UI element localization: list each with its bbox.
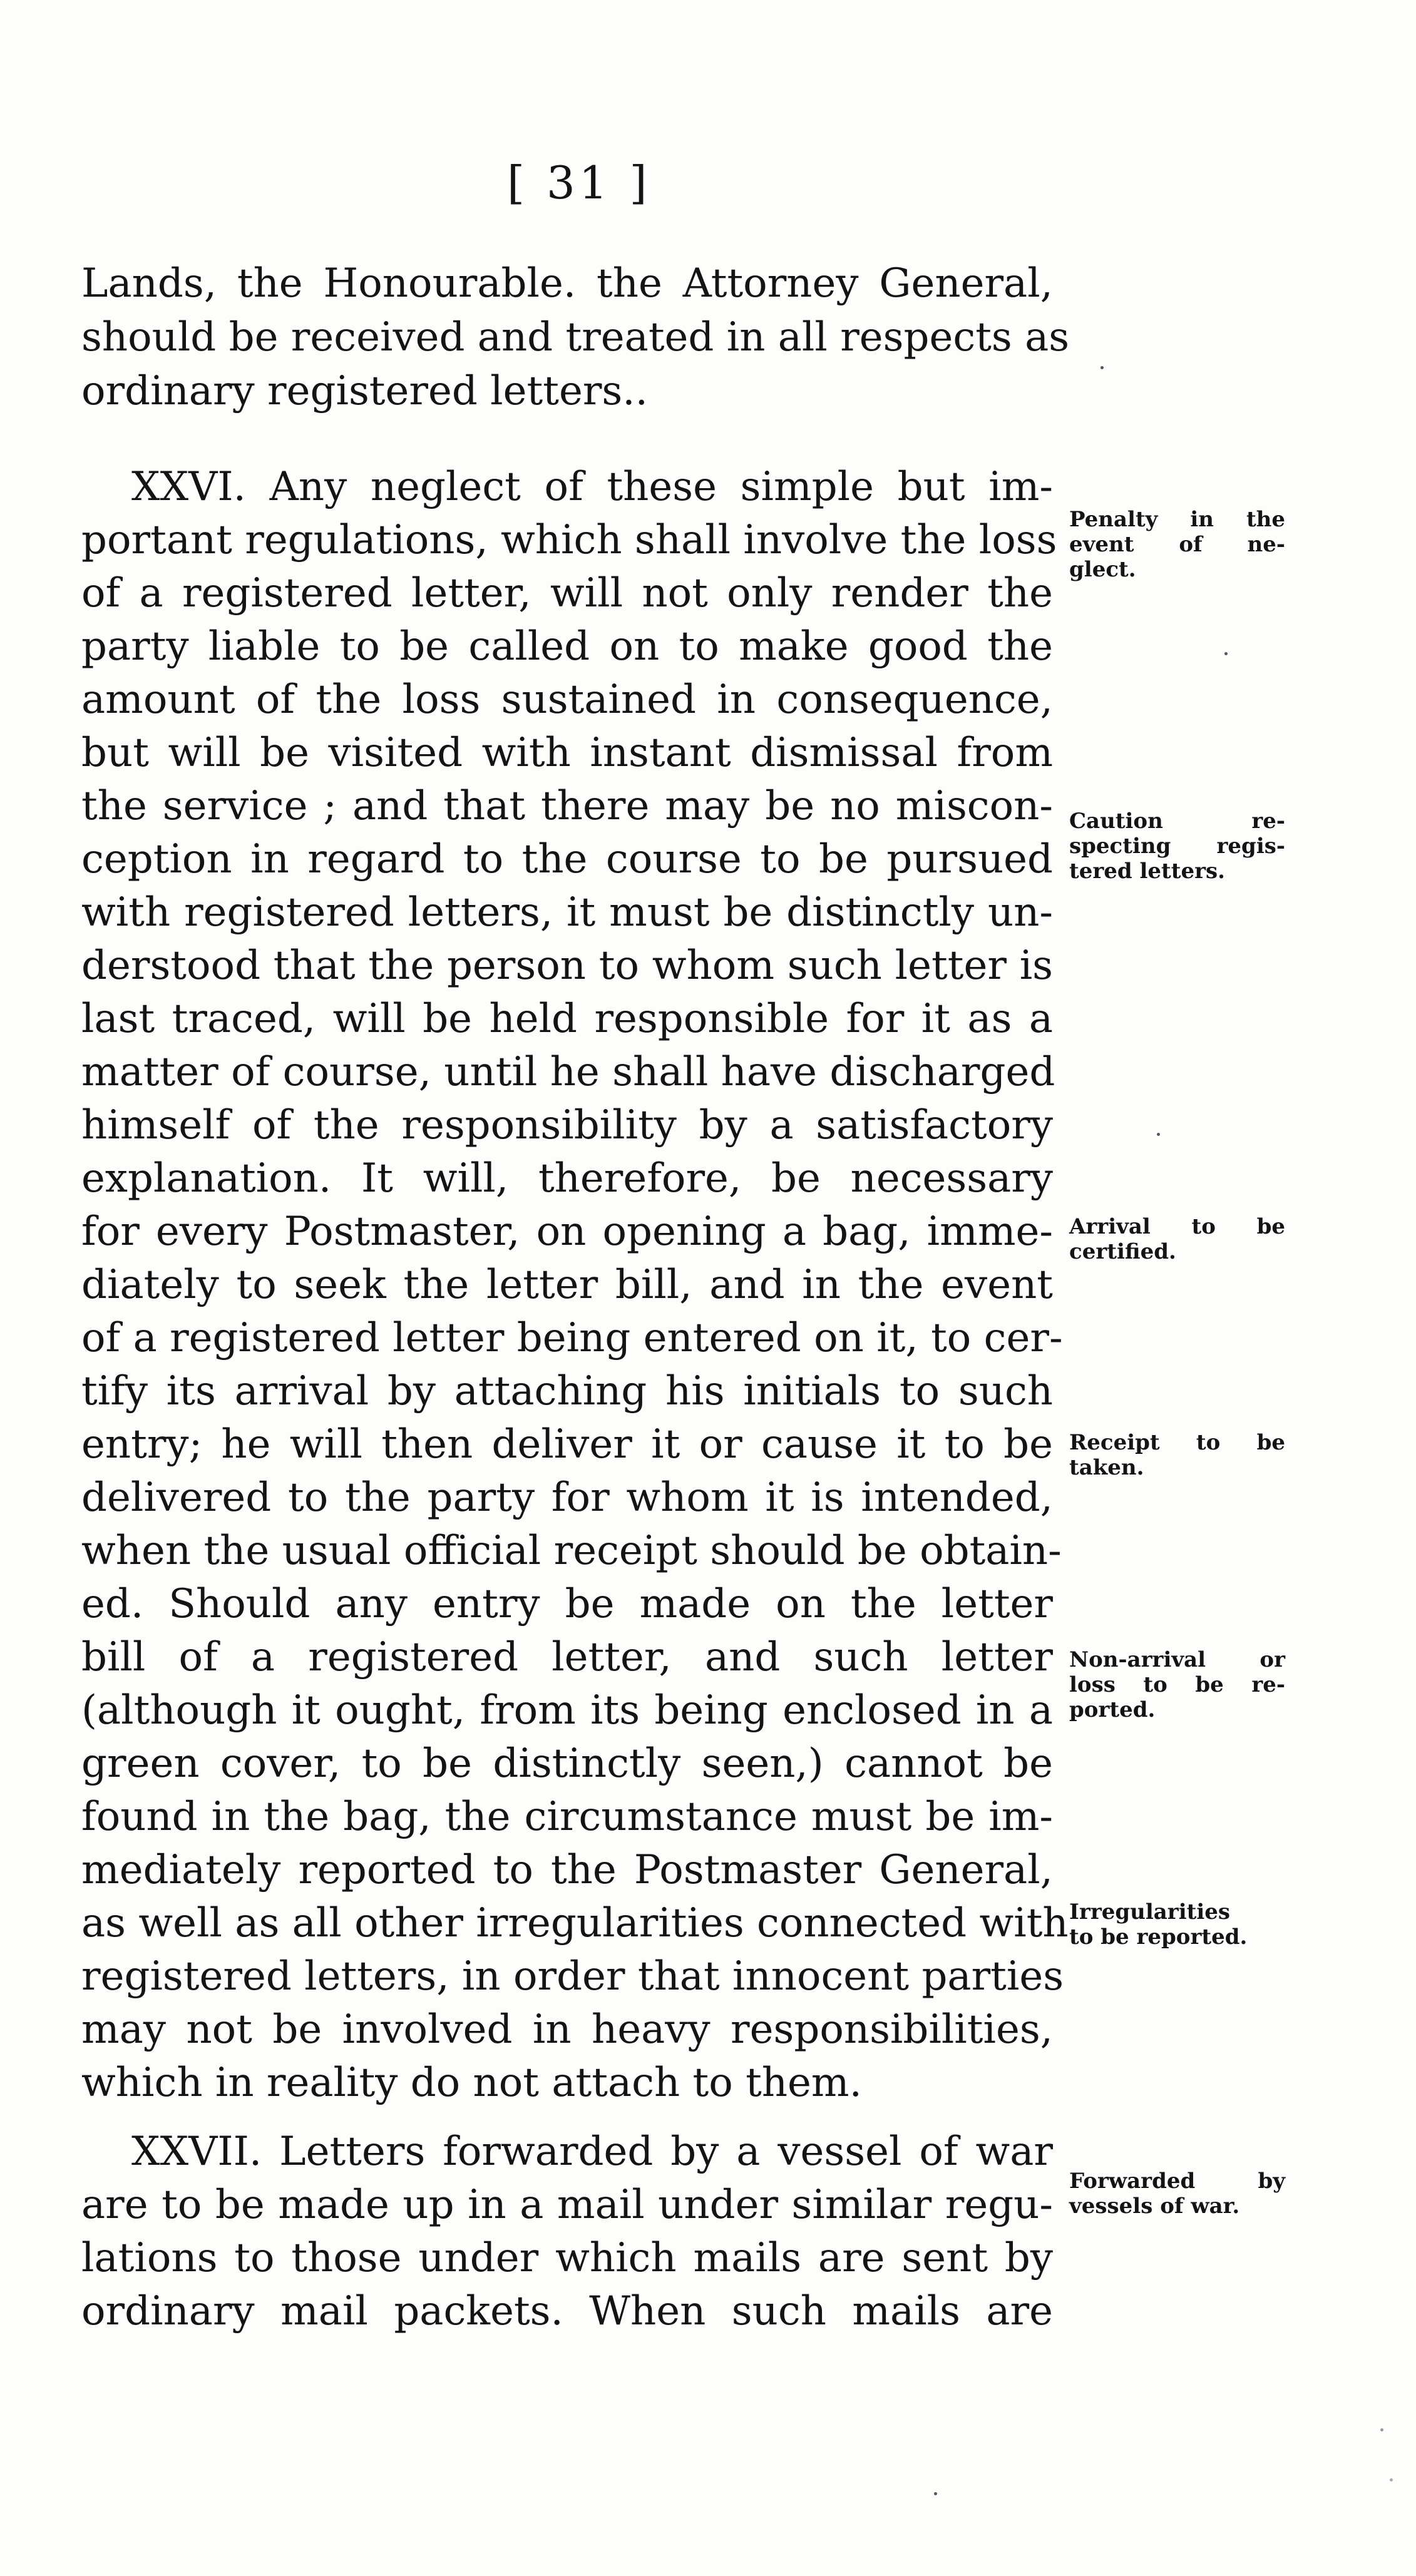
- margin-note-arrival: [1069, 1214, 1285, 1264]
- text-line: XXVII. Letters forwarded by a vessel of war: [131, 2129, 1053, 2175]
- text-line: found in the bag, the circumstance must be im-: [81, 1794, 1053, 1840]
- text-line: of a registered letter, will not only render the: [81, 570, 1053, 616]
- margin-note-non-arrival: [1069, 1647, 1285, 1722]
- scan-speck: [934, 2492, 937, 2495]
- text-line: registered letters, in order that innocent parties: [81, 1953, 1064, 2000]
- scan-speck: [1224, 652, 1228, 655]
- margin-note-caution: [1069, 809, 1285, 884]
- text-line: ception in regard to the course to be pursued: [81, 836, 1053, 882]
- text-line: explanation. It will, therefore, be necessary: [81, 1155, 1053, 1202]
- text-line: entry; he will then deliver it or cause it to be: [81, 1421, 1053, 1468]
- margin-note-line: ported.: [1069, 1697, 1156, 1722]
- page-number: [ 31 ]: [507, 156, 651, 209]
- margin-note-line: Irregularities: [1069, 1899, 1231, 1924]
- margin-note-penalty: [1069, 507, 1285, 582]
- text-line: ed. Should any entry be made on the letter: [81, 1581, 1053, 1627]
- text-line: amount of the loss sustained in consequence,: [81, 677, 1053, 723]
- text-line: derstood that the person to whom such letter is: [81, 943, 1053, 989]
- scan-speck: [1157, 1133, 1160, 1136]
- text-line: lations to those under which mails are sent by: [81, 2235, 1053, 2281]
- text-line: last traced, will be held responsible for it as a: [81, 996, 1053, 1042]
- margin-note-line: tered letters.: [1069, 859, 1225, 884]
- text-line: party liable to be called on to make good the: [81, 623, 1053, 670]
- margin-note-line: specting regis-: [1069, 834, 1285, 859]
- margin-note-irregularities: [1069, 1899, 1285, 1950]
- margin-note-line: certified.: [1069, 1239, 1176, 1264]
- text-line: the service ; and that there may be no miscon-: [81, 783, 1053, 829]
- margin-note-line: Receipt to be: [1069, 1430, 1285, 1455]
- margin-note-line: loss to be re-: [1069, 1672, 1285, 1697]
- margin-note-forwarded: [1069, 2169, 1285, 2219]
- text-line: ordinary registered letters..: [81, 368, 648, 414]
- text-line: mediately reported to the Postmaster General,: [81, 1847, 1053, 1893]
- margin-note-line: to be reported.: [1069, 1924, 1248, 1950]
- scan-speck: [1100, 366, 1104, 369]
- text-line: are to be made up in a mail under similar regu-: [81, 2182, 1053, 2228]
- scan-speck: [1380, 2428, 1383, 2431]
- text-line: tify its arrival by attaching his initials to such: [81, 1368, 1053, 1414]
- margin-note-line: event of ne-: [1069, 532, 1285, 557]
- margin-note-line: Penalty in the: [1069, 507, 1285, 532]
- text-line: may not be involved in heavy responsibilities,: [81, 2006, 1053, 2053]
- text-line: himself of the responsibility by a satisfactory: [81, 1102, 1053, 1148]
- text-line: matter of course, until he shall have discharged: [81, 1049, 1055, 1095]
- text-line: but will be visited with instant dismissal from: [81, 730, 1053, 776]
- text-line: Lands, the Honourable. the Attorney General,: [81, 260, 1053, 307]
- text-line: bill of a registered letter, and such letter: [81, 1634, 1053, 1680]
- text-line: with registered letters, it must be distinctly un-: [81, 889, 1053, 936]
- margin-note-line: Caution re-: [1069, 809, 1285, 834]
- margin-note-line: Arrival to be: [1069, 1214, 1285, 1239]
- margin-note-line: Forwarded by: [1069, 2169, 1285, 2194]
- text-line: green cover, to be distinctly seen,) cannot be: [81, 1740, 1053, 1787]
- margin-note-line: Non-arrival or: [1069, 1647, 1285, 1672]
- text-line: diately to seek the letter bill, and in the event: [81, 1262, 1053, 1308]
- text-line: as well as all other irregularities connected with: [81, 1900, 1069, 1946]
- margin-note-receipt: [1069, 1430, 1285, 1480]
- margin-note-line: glect.: [1069, 557, 1136, 582]
- text-line: portant regulations, which shall involve the loss: [81, 517, 1057, 563]
- text-line: XXVI. Any neglect of these simple but im-: [131, 464, 1053, 510]
- text-line: for every Postmaster, on opening a bag, imme-: [81, 1209, 1053, 1255]
- text-line: of a registered letter being entered on it, to cer-: [81, 1315, 1063, 1361]
- text-line: when the usual official receipt should be obtain-: [81, 1528, 1062, 1574]
- margin-note-line: vessels of war.: [1069, 2194, 1240, 2219]
- scan-speck: [1390, 2478, 1393, 2481]
- text-line: which in reality do not attach to them.: [81, 2060, 862, 2106]
- text-line: delivered to the party for whom it is intended,: [81, 1475, 1053, 1521]
- text-line: (although it ought, from its being enclosed in a: [81, 1687, 1053, 1734]
- margin-note-line: taken.: [1069, 1455, 1144, 1480]
- text-line: should be received and treated in all respects as: [81, 314, 1070, 360]
- text-line: ordinary mail packets. When such mails are: [81, 2288, 1053, 2334]
